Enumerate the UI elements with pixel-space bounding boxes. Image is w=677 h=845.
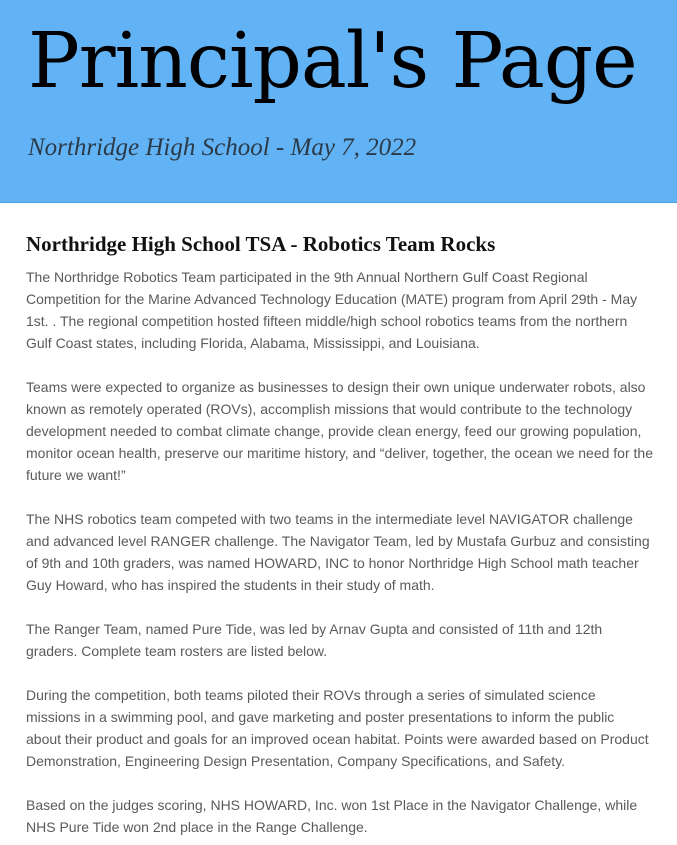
page-header [0, 0, 677, 203]
article-paragraph: Based on the judges scoring, NHS HOWARD, Inc. won 1st Place in the Navigator Challenge, while NHS Pure Tide won 2nd place in the Range Challenge. [26, 797, 638, 835]
article-paragraph: The NHS robotics team competed with two teams in the intermediate level NAVIGATOR challenge and advanced level RANGER challenge. The Navigator Team, led by Mustafa Gurbuz and consisting of 9th and 10th graders, was named HOWARD, INC to honor Northridge High School math teacher Guy Howard, who has inspired the students in their study of math. [26, 511, 650, 593]
article-paragraph: The Ranger Team, named Pure Tide, was led by Arnav Gupta and consisted of 11th and 12th graders. Complete team rosters are listed below. [26, 621, 603, 659]
article-paragraph: The Northridge Robotics Team participated in the 9th Annual Northern Gulf Coast Regional Competition for the Marine Advanced Technology Education (MATE) program from April 29th - May 1st. . The regional competition hosted fifteen middle/high school robotics teams from the northern Gulf Coast states, including Florida, Alabama, Mississippi, and Louisiana. [26, 269, 638, 351]
article-title: Northridge High School TSA - Robotics Team Rocks [26, 232, 496, 256]
article-paragraph: Teams were expected to organize as businesses to design their own unique underwater robots, also known as remotely operated (ROVs), accomplish missions that would contribute to the technology development needed to combat climate change, provide clean energy, feed our growing population, monitor ocean health, preserve our maritime history, and “deliver, together, the ocean we need for the future we want!” [26, 379, 653, 483]
page-subtitle: Northridge High School - May 7, 2022 [28, 134, 417, 161]
article-paragraph: During the competition, both teams piloted their ROVs through a series of simulated science missions in a swimming pool, and gave marketing and poster presentations to inform the public about their product and goals for an improved ocean habitat. Points were awarded based on Product Demonstration, Engineering Design Presentation, Company Specifications, and Safety. [26, 687, 649, 769]
page-title: Principal's Page [28, 17, 637, 106]
article [0, 203, 677, 838]
